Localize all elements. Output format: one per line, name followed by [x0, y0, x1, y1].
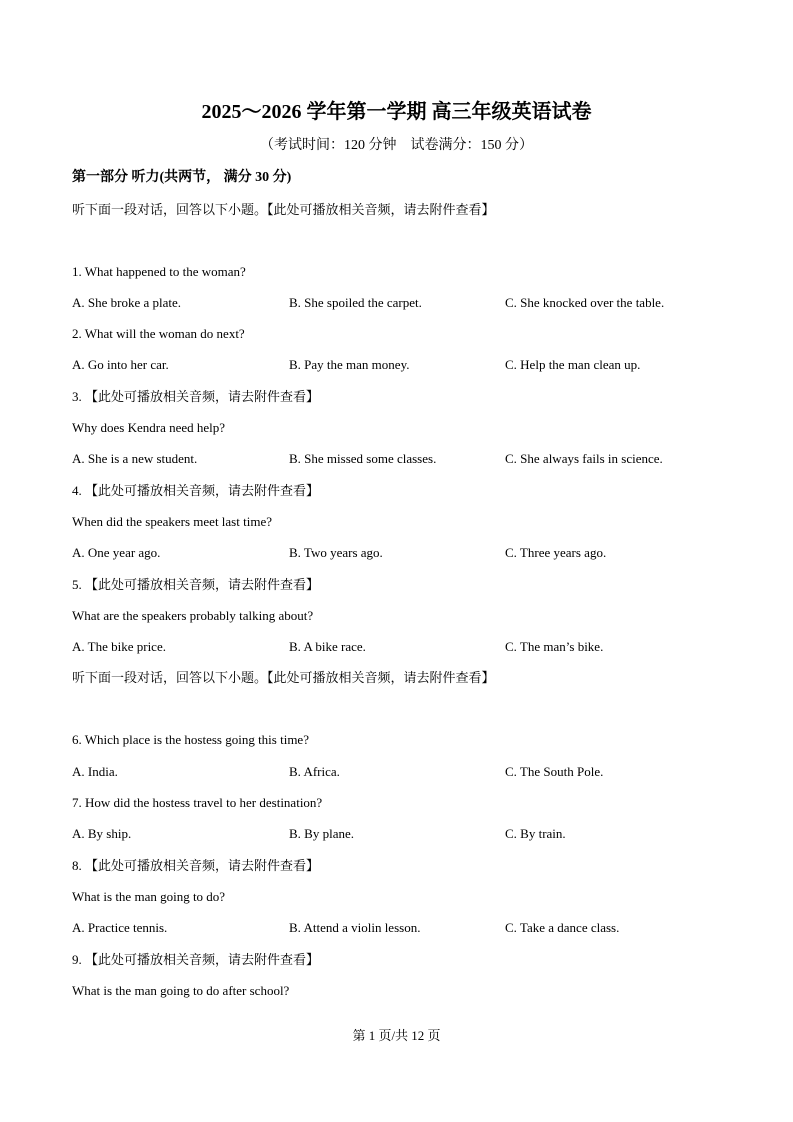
question-number-audio: 5. 【此处可播放相关音频，请去附件查看】 [72, 577, 320, 592]
question-number-audio: 9. 【此处可播放相关音频，请去附件查看】 [72, 952, 320, 967]
option-c: C. Help the man clean up. [505, 357, 641, 372]
option-c: C. By train. [505, 826, 566, 841]
option-a: A. Go into her car. [72, 357, 169, 372]
page-number: 第 1 页/共 12 页 [352, 1028, 441, 1043]
exam-subtitle: （考试时间：120 分钟 试卷满分：150 分） [260, 138, 533, 153]
option-a: A. One year ago. [72, 545, 161, 560]
option-a: A. The bike price. [72, 639, 166, 654]
option-b: B. Africa. [289, 764, 340, 779]
question-number-audio: 3. 【此处可播放相关音频，请去附件查看】 [72, 389, 320, 404]
option-c: C. The South Pole. [505, 764, 604, 779]
option-a: A. Practice tennis. [72, 920, 168, 935]
option-c: C. She knocked over the table. [505, 295, 665, 310]
option-b: B. Pay the man money. [289, 357, 410, 372]
listening-instruction: 听下面一段对话，回答以下小题。【此处可播放相关音频，请去附件查看】 [72, 202, 495, 217]
question-text: When did the speakers meet last time? [72, 514, 272, 529]
option-c: C. Three years ago. [505, 545, 607, 560]
option-a: A. India. [72, 764, 118, 779]
question-text: 6. Which place is the hostess going this time? [72, 732, 309, 747]
question-text: What is the man going to do? [72, 889, 226, 904]
option-b: B. She missed some classes. [289, 451, 437, 466]
option-c: C. The man’s bike. [505, 639, 604, 654]
option-b: B. Attend a violin lesson. [289, 920, 421, 935]
option-b: B. By plane. [289, 826, 354, 841]
question-text: 2. What will the woman do next? [72, 326, 245, 341]
exam-title: 2025～2026 学年第一学期 高三年级英语试卷 [201, 101, 592, 123]
section-heading: 第一部分 听力(共两节， 满分 30 分) [72, 170, 292, 185]
option-c: C. Take a dance class. [505, 920, 620, 935]
question-text: Why does Kendra need help? [72, 420, 226, 435]
question-number-audio: 4. 【此处可播放相关音频，请去附件查看】 [72, 483, 320, 498]
question-text: 1. What happened to the woman? [72, 264, 246, 279]
question-text: What is the man going to do after school? [72, 983, 290, 998]
option-a: A. She broke a plate. [72, 295, 182, 310]
question-text: What are the speakers probably talking about? [72, 608, 314, 623]
question-number-audio: 8. 【此处可播放相关音频，请去附件查看】 [72, 858, 320, 873]
option-b: B. She spoiled the carpet. [289, 295, 422, 310]
option-c: C. She always fails in science. [505, 451, 663, 466]
option-b: B. A bike race. [289, 639, 366, 654]
option-a: A. By ship. [72, 826, 132, 841]
question-text: 7. How did the hostess travel to her destination? [72, 795, 323, 810]
listening-instruction: 听下面一段对话，回答以下小题。【此处可播放相关音频，请去附件查看】 [72, 670, 495, 685]
option-a: A. She is a new student. [72, 451, 198, 466]
option-b: B. Two years ago. [289, 545, 383, 560]
